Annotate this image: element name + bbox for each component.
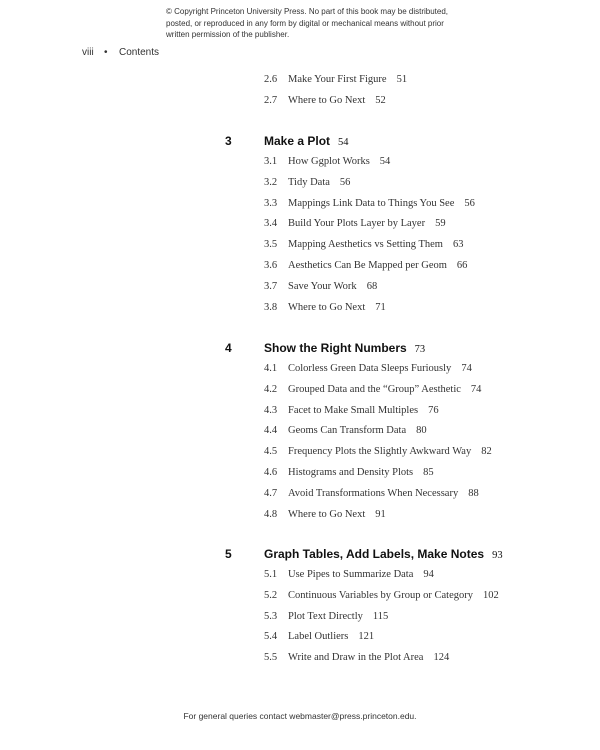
section-title: Facet to Make Small Multiples — [288, 404, 419, 416]
toc-entry — [264, 651, 449, 665]
chapter-title: Make a Plot — [264, 134, 331, 148]
toc-entry — [264, 155, 390, 169]
toc-entry — [264, 466, 434, 480]
section-number: 4.6 — [264, 467, 278, 478]
section-page: 80 — [416, 425, 427, 437]
section-title: Where to Go Next — [288, 94, 366, 106]
section-number: 5.2 — [264, 589, 278, 601]
section-page: 121 — [358, 631, 375, 643]
section-number: 3.4 — [264, 218, 278, 230]
section-page: 54 — [379, 156, 391, 167]
footer-contact: For general queries contact webmaster@press.princeton.edu. — [183, 711, 417, 721]
section-page: 66 — [456, 260, 468, 271]
section-page: 102 — [483, 589, 499, 601]
section-number: 3.8 — [264, 301, 278, 313]
section-title: Continuous Variables by Group or Category — [288, 589, 473, 601]
section-title: Grouped Data and the “Group” Aesthetic — [288, 383, 461, 395]
section-number: 5.3 — [264, 610, 278, 622]
section-title: Plot Text Directly — [288, 610, 363, 622]
section-title: Make Your First Figure — [288, 74, 387, 85]
section-title: Colorless Green Data Sleeps Furiously — [288, 363, 452, 374]
section-number: 4.7 — [264, 487, 278, 499]
chapter-title-line — [264, 546, 503, 564]
section-page: 71 — [375, 301, 386, 313]
chapter-title: Graph Tables, Add Labels, Make Notes — [264, 547, 485, 561]
section-title: Aesthetics Can Be Mapped per Geom — [288, 260, 447, 271]
section-number: 3.7 — [264, 280, 278, 292]
toc-entry — [264, 589, 499, 603]
chapter-page: 93 — [492, 550, 503, 561]
toc-entry — [264, 362, 472, 376]
section-page: 68 — [366, 280, 378, 292]
section-title: Write and Draw in the Plot Area — [288, 652, 424, 664]
section-page: 56 — [464, 197, 475, 209]
section-page: 76 — [428, 404, 439, 416]
chapter-page: 54 — [338, 137, 349, 148]
toc-entry — [264, 238, 463, 252]
toc-entry — [264, 176, 350, 190]
chapter-number: 3 — [225, 134, 232, 148]
section-title: Avoid Transformations When Necessary — [288, 487, 459, 499]
toc-entry — [264, 487, 479, 501]
section-number: 4.1 — [264, 363, 278, 374]
toc-entry — [264, 94, 386, 108]
section-title: Histograms and Density Plots — [288, 467, 414, 478]
section-number: 3.3 — [264, 197, 278, 209]
toc-entry — [264, 568, 434, 582]
section-page: 63 — [452, 239, 464, 251]
toc-entry — [264, 383, 481, 397]
section-number: 4.4 — [264, 425, 278, 437]
section-page: 88 — [468, 487, 479, 499]
section-number: 3.5 — [264, 239, 278, 251]
chapter-number: 5 — [225, 547, 232, 561]
section-number: 5.1 — [264, 569, 278, 580]
toc-entry — [264, 424, 427, 438]
section-page: 74 — [470, 383, 482, 395]
section-title: Use Pipes to Summarize Data — [288, 569, 414, 580]
section-page: 85 — [423, 467, 434, 478]
chapter-title-line — [264, 133, 349, 151]
toc-entry — [264, 610, 388, 624]
header-bullet: • — [104, 47, 108, 58]
toc-entry — [264, 630, 374, 644]
section-title: Build Your Plots Layer by Layer — [288, 218, 426, 230]
section-page: 52 — [375, 94, 386, 106]
toc-entry — [264, 197, 475, 211]
chapter-number: 4 — [225, 341, 232, 355]
section-page: 82 — [481, 446, 492, 458]
section-title: Where to Go Next — [288, 301, 366, 313]
page-number: viii — [82, 47, 94, 58]
section-title: Frequency Plots the Slightly Awkward Way — [288, 446, 472, 458]
chapter-title: Show the Right Numbers — [264, 341, 407, 355]
copyright-notice: © Copyright Princeton University Press. No part of this book may be distributed, posted, or reproduced in any form by digital or mechanical means without prior written permission of the publisher. — [166, 7, 449, 39]
section-title: Tidy Data — [288, 176, 330, 188]
section-page: 94 — [423, 569, 434, 580]
toc-entry — [264, 508, 386, 522]
section-number: 3.6 — [264, 260, 278, 271]
section-number: 3.1 — [264, 156, 278, 167]
section-page: 124 — [433, 652, 450, 664]
toc-entry — [264, 280, 377, 294]
section-title: Geoms Can Transform Data — [288, 425, 407, 437]
section-title: Mapping Aesthetics vs Setting Them — [288, 239, 443, 251]
section-number: 4.2 — [264, 383, 278, 395]
section-title: Where to Go Next — [288, 508, 366, 520]
toc-entry — [264, 217, 446, 231]
section-title: Label Outliers — [288, 631, 349, 643]
section-title: How Ggplot Works — [288, 156, 370, 167]
section-title: Save Your Work — [288, 280, 357, 292]
toc-entry — [264, 301, 386, 315]
section-title: Contents — [119, 47, 160, 58]
toc-entry — [264, 445, 492, 459]
section-number: 4.5 — [264, 446, 278, 458]
section-number: 4.3 — [264, 404, 278, 416]
section-number: 5.5 — [264, 652, 278, 664]
section-number: 4.8 — [264, 508, 278, 520]
section-page: 56 — [339, 176, 351, 188]
chapter-page: 73 — [414, 344, 426, 355]
toc-entry — [264, 73, 407, 87]
section-page: 51 — [396, 74, 408, 85]
section-number: 2.7 — [264, 94, 278, 106]
section-page: 91 — [375, 508, 386, 520]
section-page: 59 — [435, 218, 446, 230]
section-title: Mappings Link Data to Things You See — [288, 197, 455, 209]
section-number: 3.2 — [264, 176, 278, 188]
toc-entry — [264, 404, 439, 418]
section-page: 74 — [461, 363, 472, 374]
section-page: 115 — [372, 610, 389, 622]
section-number: 2.6 — [264, 74, 278, 85]
toc-entry — [264, 259, 467, 273]
chapter-title-line — [264, 340, 425, 358]
section-number: 5.4 — [264, 631, 278, 643]
